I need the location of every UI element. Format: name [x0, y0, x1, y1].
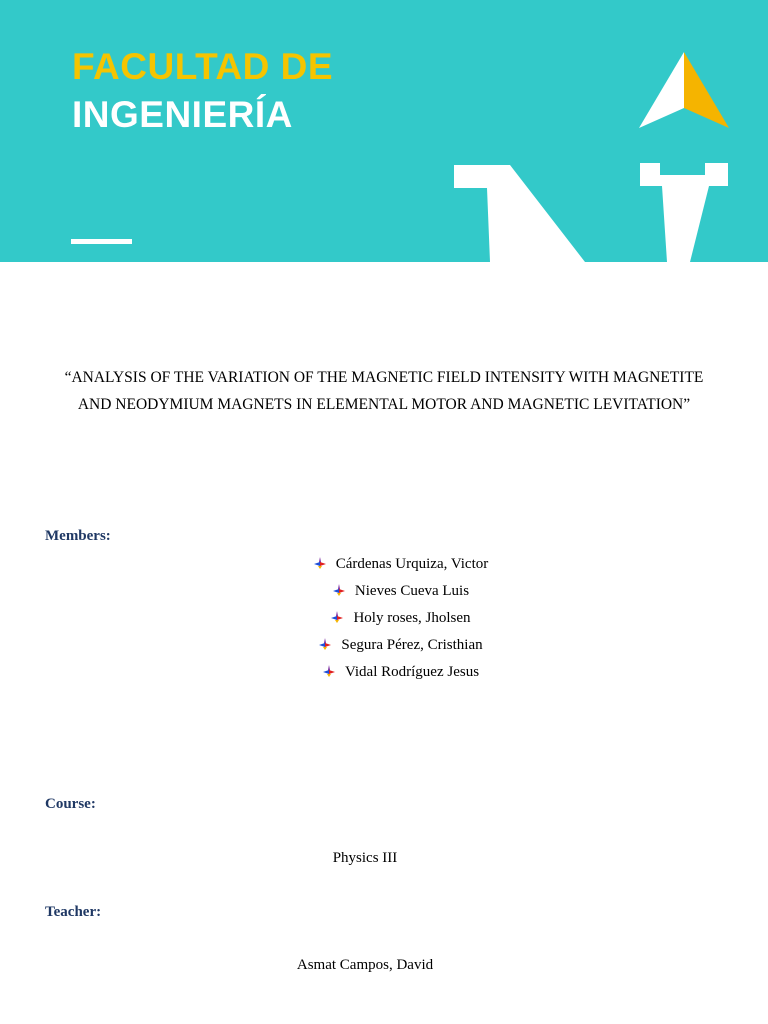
members-list	[0, 551, 768, 686]
teacher-value: Asmat Campos, David	[296, 957, 434, 973]
arrow-bullet-icon	[331, 611, 343, 623]
arrow-bullet-icon	[323, 665, 335, 677]
members-label: Members:	[45, 528, 111, 544]
arrow-bullet-icon	[333, 584, 345, 596]
member-name: Holy roses, Jholsen	[353, 610, 471, 626]
logo-arrow-left	[639, 52, 684, 128]
logo-shape-right	[640, 163, 728, 262]
teacher-label: Teacher:	[45, 904, 102, 920]
arrow-bullet-icon	[319, 638, 331, 650]
list-item	[0, 659, 768, 686]
faculty-name-line1: FACULTAD DE	[72, 46, 334, 87]
logo-shape-left	[454, 165, 585, 262]
list-item	[0, 632, 768, 659]
header-banner	[0, 0, 768, 262]
arrow-bullet-icon	[314, 557, 326, 569]
list-item	[0, 605, 768, 632]
member-name: Vidal Rodríguez Jesus	[344, 664, 480, 680]
list-item	[0, 578, 768, 605]
document-title: “ANALYSIS OF THE VARIATION OF THE MAGNETIC FIELD INTENSITY WITH MAGNETITE AND NEODYMIUM MAGNETS IN ELEMENTAL MOTOR AND MAGNETIC LEVITATION”	[64, 369, 704, 413]
member-name: Segura Pérez, Cristhian	[341, 637, 483, 653]
course-label: Course:	[45, 796, 96, 812]
faculty-name-line2: INGENIERÍA	[72, 94, 293, 135]
list-item	[0, 551, 768, 578]
university-logo-icon	[0, 0, 768, 262]
member-name: Cárdenas Urquiza, Victor	[335, 556, 489, 572]
course-value: Physics III	[332, 850, 398, 866]
logo-arrow-right	[684, 52, 729, 128]
member-name: Nieves Cueva Luis	[354, 583, 470, 599]
